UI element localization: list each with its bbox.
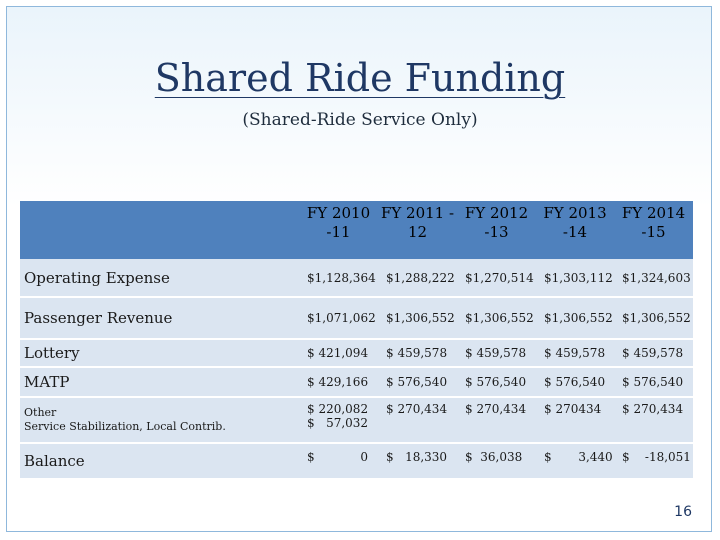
- header-corner-cell: [20, 201, 299, 259]
- table-row-matp: [20, 367, 693, 397]
- table-header-row: [20, 201, 693, 259]
- header-fy2014: FY 2014 -15: [614, 201, 693, 259]
- cell-fy2012: $ 270,434: [457, 397, 536, 443]
- table-row-operating-expense: [20, 259, 693, 297]
- cell-fy2014: $ 270,434: [614, 397, 693, 443]
- row-label: Operating Expense: [20, 259, 299, 297]
- cell-fy2010: $ 0: [299, 443, 378, 479]
- cell-fy2014: $ 459,578: [614, 339, 693, 367]
- cell-fy2011: $ 459,578: [378, 339, 457, 367]
- cell-fy2014: $ 576,540: [614, 367, 693, 397]
- cell-fy2010: $ 421,094: [299, 339, 378, 367]
- cell-fy2010: [299, 397, 378, 443]
- row-label: Lottery: [20, 339, 299, 367]
- row-label: [20, 397, 299, 443]
- row-label-line-2: Service Stabilization, Local Contrib.: [24, 420, 226, 433]
- cell-fy2012: $ 459,578: [457, 339, 536, 367]
- header-fy2012: FY 2012 -13: [457, 201, 536, 259]
- cell-fy2010: $1,071,062: [299, 297, 378, 339]
- slide-title: Shared Ride Funding: [154, 56, 566, 100]
- cell-fy2013: $1,303,112: [536, 259, 614, 297]
- table-row-lottery: [20, 339, 693, 367]
- cell-line-1: $ 220,082: [307, 402, 369, 416]
- cell-fy2010: $1,128,364: [299, 259, 378, 297]
- row-label-line-1: Other: [24, 406, 57, 419]
- cell-fy2010: $ 429,166: [299, 367, 378, 397]
- table-row-other: [20, 397, 693, 443]
- cell-fy2014: $1,306,552: [614, 297, 693, 339]
- table-row-passenger-revenue: [20, 297, 693, 339]
- cell-fy2014: $1,324,603: [614, 259, 693, 297]
- header-fy2010: FY 2010 -11: [299, 201, 378, 259]
- funding-table: [20, 201, 693, 480]
- cell-fy2013: $ 3,440: [536, 443, 614, 479]
- cell-fy2012: $ 36,038: [457, 443, 536, 479]
- row-label: MATP: [20, 367, 299, 397]
- cell-fy2013: $ 459,578: [536, 339, 614, 367]
- cell-fy2011: $1,306,552: [378, 297, 457, 339]
- row-label: Balance: [20, 443, 299, 479]
- page-number: 16: [674, 504, 692, 520]
- cell-fy2011: $ 576,540: [378, 367, 457, 397]
- row-label: Passenger Revenue: [20, 297, 299, 339]
- table-row-balance: [20, 443, 693, 479]
- header-fy2011: FY 2011 - 12: [378, 201, 457, 259]
- cell-fy2011: $ 270,434: [378, 397, 457, 443]
- cell-line-2: $ 57,032: [307, 416, 369, 430]
- slide-subtitle: (Shared-Ride Service Only): [242, 110, 478, 130]
- cell-fy2011: $1,288,222: [378, 259, 457, 297]
- cell-fy2013: $1,306,552: [536, 297, 614, 339]
- cell-fy2011: $ 18,330: [378, 443, 457, 479]
- cell-fy2012: $1,270,514: [457, 259, 536, 297]
- cell-fy2012: $ 576,540: [457, 367, 536, 397]
- cell-fy2013: $ 270434: [536, 397, 614, 443]
- cell-fy2014: $ -18,051: [614, 443, 693, 479]
- cell-fy2012: $1,306,552: [457, 297, 536, 339]
- header-fy2013: FY 2013 -14: [536, 201, 614, 259]
- cell-fy2013: $ 576,540: [536, 367, 614, 397]
